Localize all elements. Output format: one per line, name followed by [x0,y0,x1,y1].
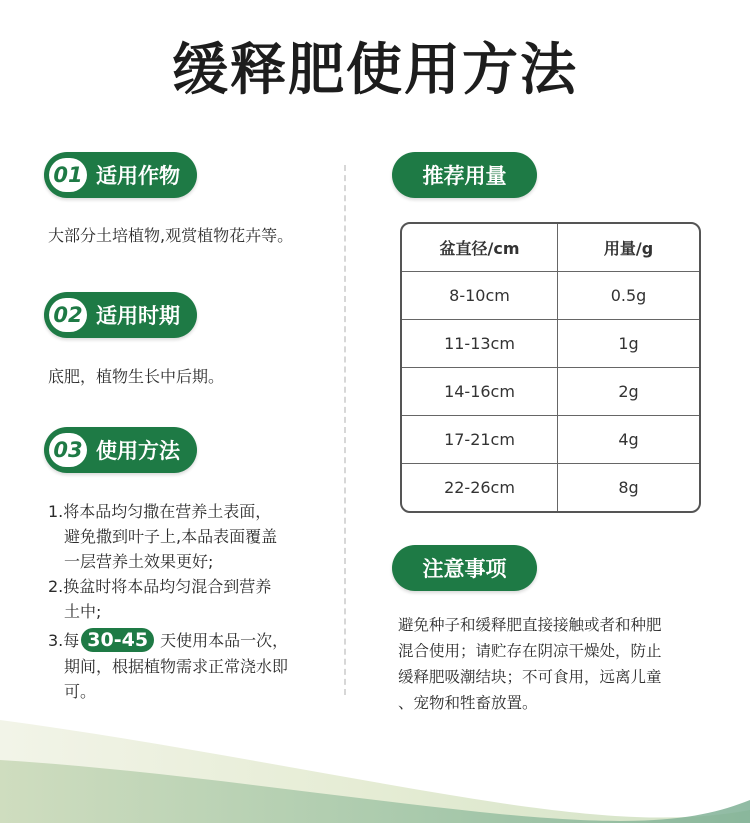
section-label: 适用作物 [96,164,180,188]
table-header-row [402,224,699,272]
usage-line-prefix: 3.每 [48,630,80,650]
table-cell: 14-16cm [402,368,558,416]
section-crops-header [44,152,197,198]
usage-line: 土中; [64,602,102,621]
period-text: 底肥，植物生长中后期。 [48,367,225,386]
table-header-cell: 用量/g [558,224,699,272]
dosage-label: 推荐用量 [422,164,507,188]
table-cell: 4g [558,416,699,464]
table-row [402,272,699,320]
interval-highlight: 30-45 [81,628,154,652]
table-cell: 1g [558,320,699,368]
usage-line-suffix: 天使用本品一次， [160,630,289,650]
dosage-header [392,152,537,198]
section-period-header [44,292,197,338]
table-cell: 8-10cm [402,272,558,320]
notice-line: 混合使用；请贮存在阴凉干燥处，防止 [398,642,662,660]
section-usage-header [44,427,197,473]
column-divider [344,165,346,695]
section-label: 使用方法 [96,439,180,463]
usage-line: 避免撒到叶子上,本品表面覆盖 [64,527,278,546]
table-header-cell: 盆直径/cm [402,224,558,272]
section-number: 01 [49,158,87,192]
usage-line: 1.将本品均匀撒在营养土表面， [48,502,272,521]
usage-line: 2.换盆时将本品均匀混合到营养 [48,577,272,596]
table-cell: 2g [558,368,699,416]
notice-line: 、宠物和牲畜放置。 [398,694,538,712]
table-cell: 17-21cm [402,416,558,464]
table-cell: 0.5g [558,272,699,320]
usage-line: 可。 [64,682,97,701]
table-row [402,368,699,416]
usage-line-3 [48,625,338,655]
table-cell: 11-13cm [402,320,558,368]
crops-text: 大部分土培植物,观赏植物花卉等。 [48,226,294,245]
decorative-wave [0,700,750,823]
usage-line: 期间，根据植物需求正常浇水即 [64,657,289,676]
table-row [402,320,699,368]
section-number: 03 [49,433,87,467]
usage-steps [48,500,338,705]
table-row [402,416,699,464]
section-label: 适用时期 [96,304,180,328]
table-cell: 8g [618,478,639,497]
section-number: 02 [49,298,87,332]
notice-line: 缓释肥吸潮结块；不可食用，远离儿童 [398,668,662,686]
table-row [402,464,699,511]
page-title: 缓释肥使用方法 [172,38,578,103]
notice-header [392,545,537,591]
dosage-table [400,222,701,513]
usage-line: 一层营养土效果更好; [64,552,214,571]
table-cell: 22-26cm [402,464,558,511]
notice-line: 避免种子和缓释肥直接接触或者和种肥 [398,616,662,634]
notice-label: 注意事项 [422,557,507,581]
